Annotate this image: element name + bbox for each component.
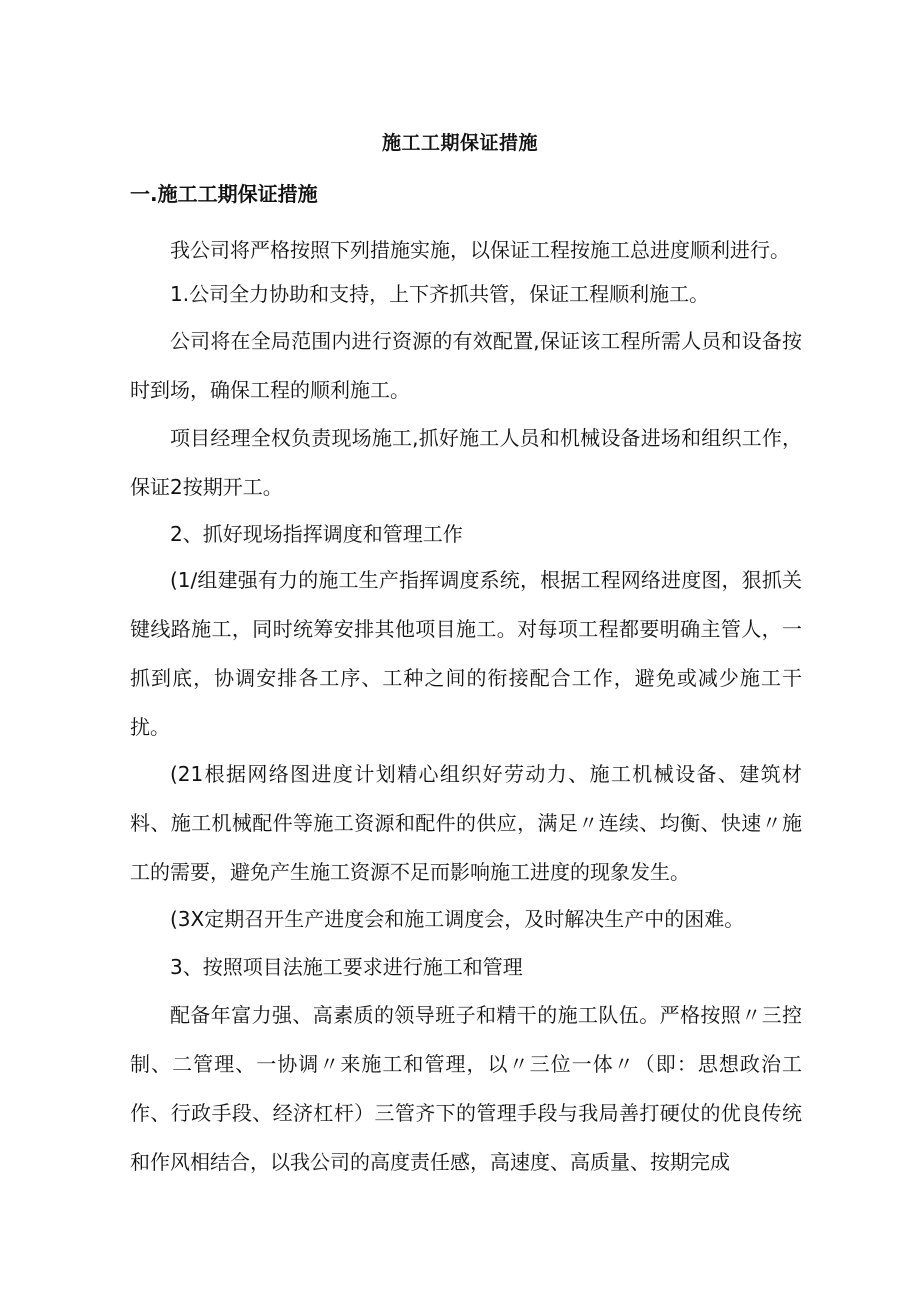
paragraph: (1∕组建强有力的施工生产指挥调度系统，根据工程网络进度图，狠抓关键线路施工，同时统筹安排其他项目施工。对每项工程都要明确主管人，一抓到底，协调安排各工序、工种之间的衔接配合工作，避免或减少施工干扰。: [130, 568, 802, 739]
paragraph: 配备年富力强、高素质的领导班子和精干的施工队伍。严格按照〃三控制、二管理、一协调〃来施工和管理，以〃三位一体〃（即：思想政治工作、行政手段、经济杠杆）三管齐下的管理手段与我局善打硬仗的优良传统和作风相结合，以我公司的高度责任感，高速度、高质量、按期完成: [130, 1003, 802, 1174]
paragraph: (21根据网络图进度计划精心组织好劳动力、施工机械设备、建筑材料、施工机械配件等施工资源和配件的供应，满足〃连续、均衡、快速〃施工的需要，避免产生施工资源不足而影响施工进度的现象发生。: [130, 762, 802, 884]
paragraph: 我公司将严格按照下列措施实施，以保证工程按施工总进度顺利进行。: [170, 238, 790, 262]
document-title: 施工工期保证措施: [381, 132, 538, 154]
paragraph: 1.公司全力协助和支持，上下齐抓共管，保证工程顺利施工。: [170, 282, 710, 306]
paragraph: 3、按照项目法施工要求进行施工和管理: [170, 955, 523, 979]
paragraph: 2、抓好现场指挥调度和管理工作: [170, 522, 463, 546]
paragraph: (3X定期召开生产进度会和施工调度会，及时解决生产中的困难。: [170, 907, 745, 931]
paragraph: 项目经理全权负责现场施工,抓好施工人员和机械设备进场和组织工作，保证2按期开工。: [130, 426, 802, 499]
paragraph: 公司将在全局范围内进行资源的有效配置,保证该工程所需人员和设备按时到场，确保工程的顺利施工。: [130, 329, 802, 402]
section-heading: 一.施工工期保证措施: [130, 182, 318, 206]
